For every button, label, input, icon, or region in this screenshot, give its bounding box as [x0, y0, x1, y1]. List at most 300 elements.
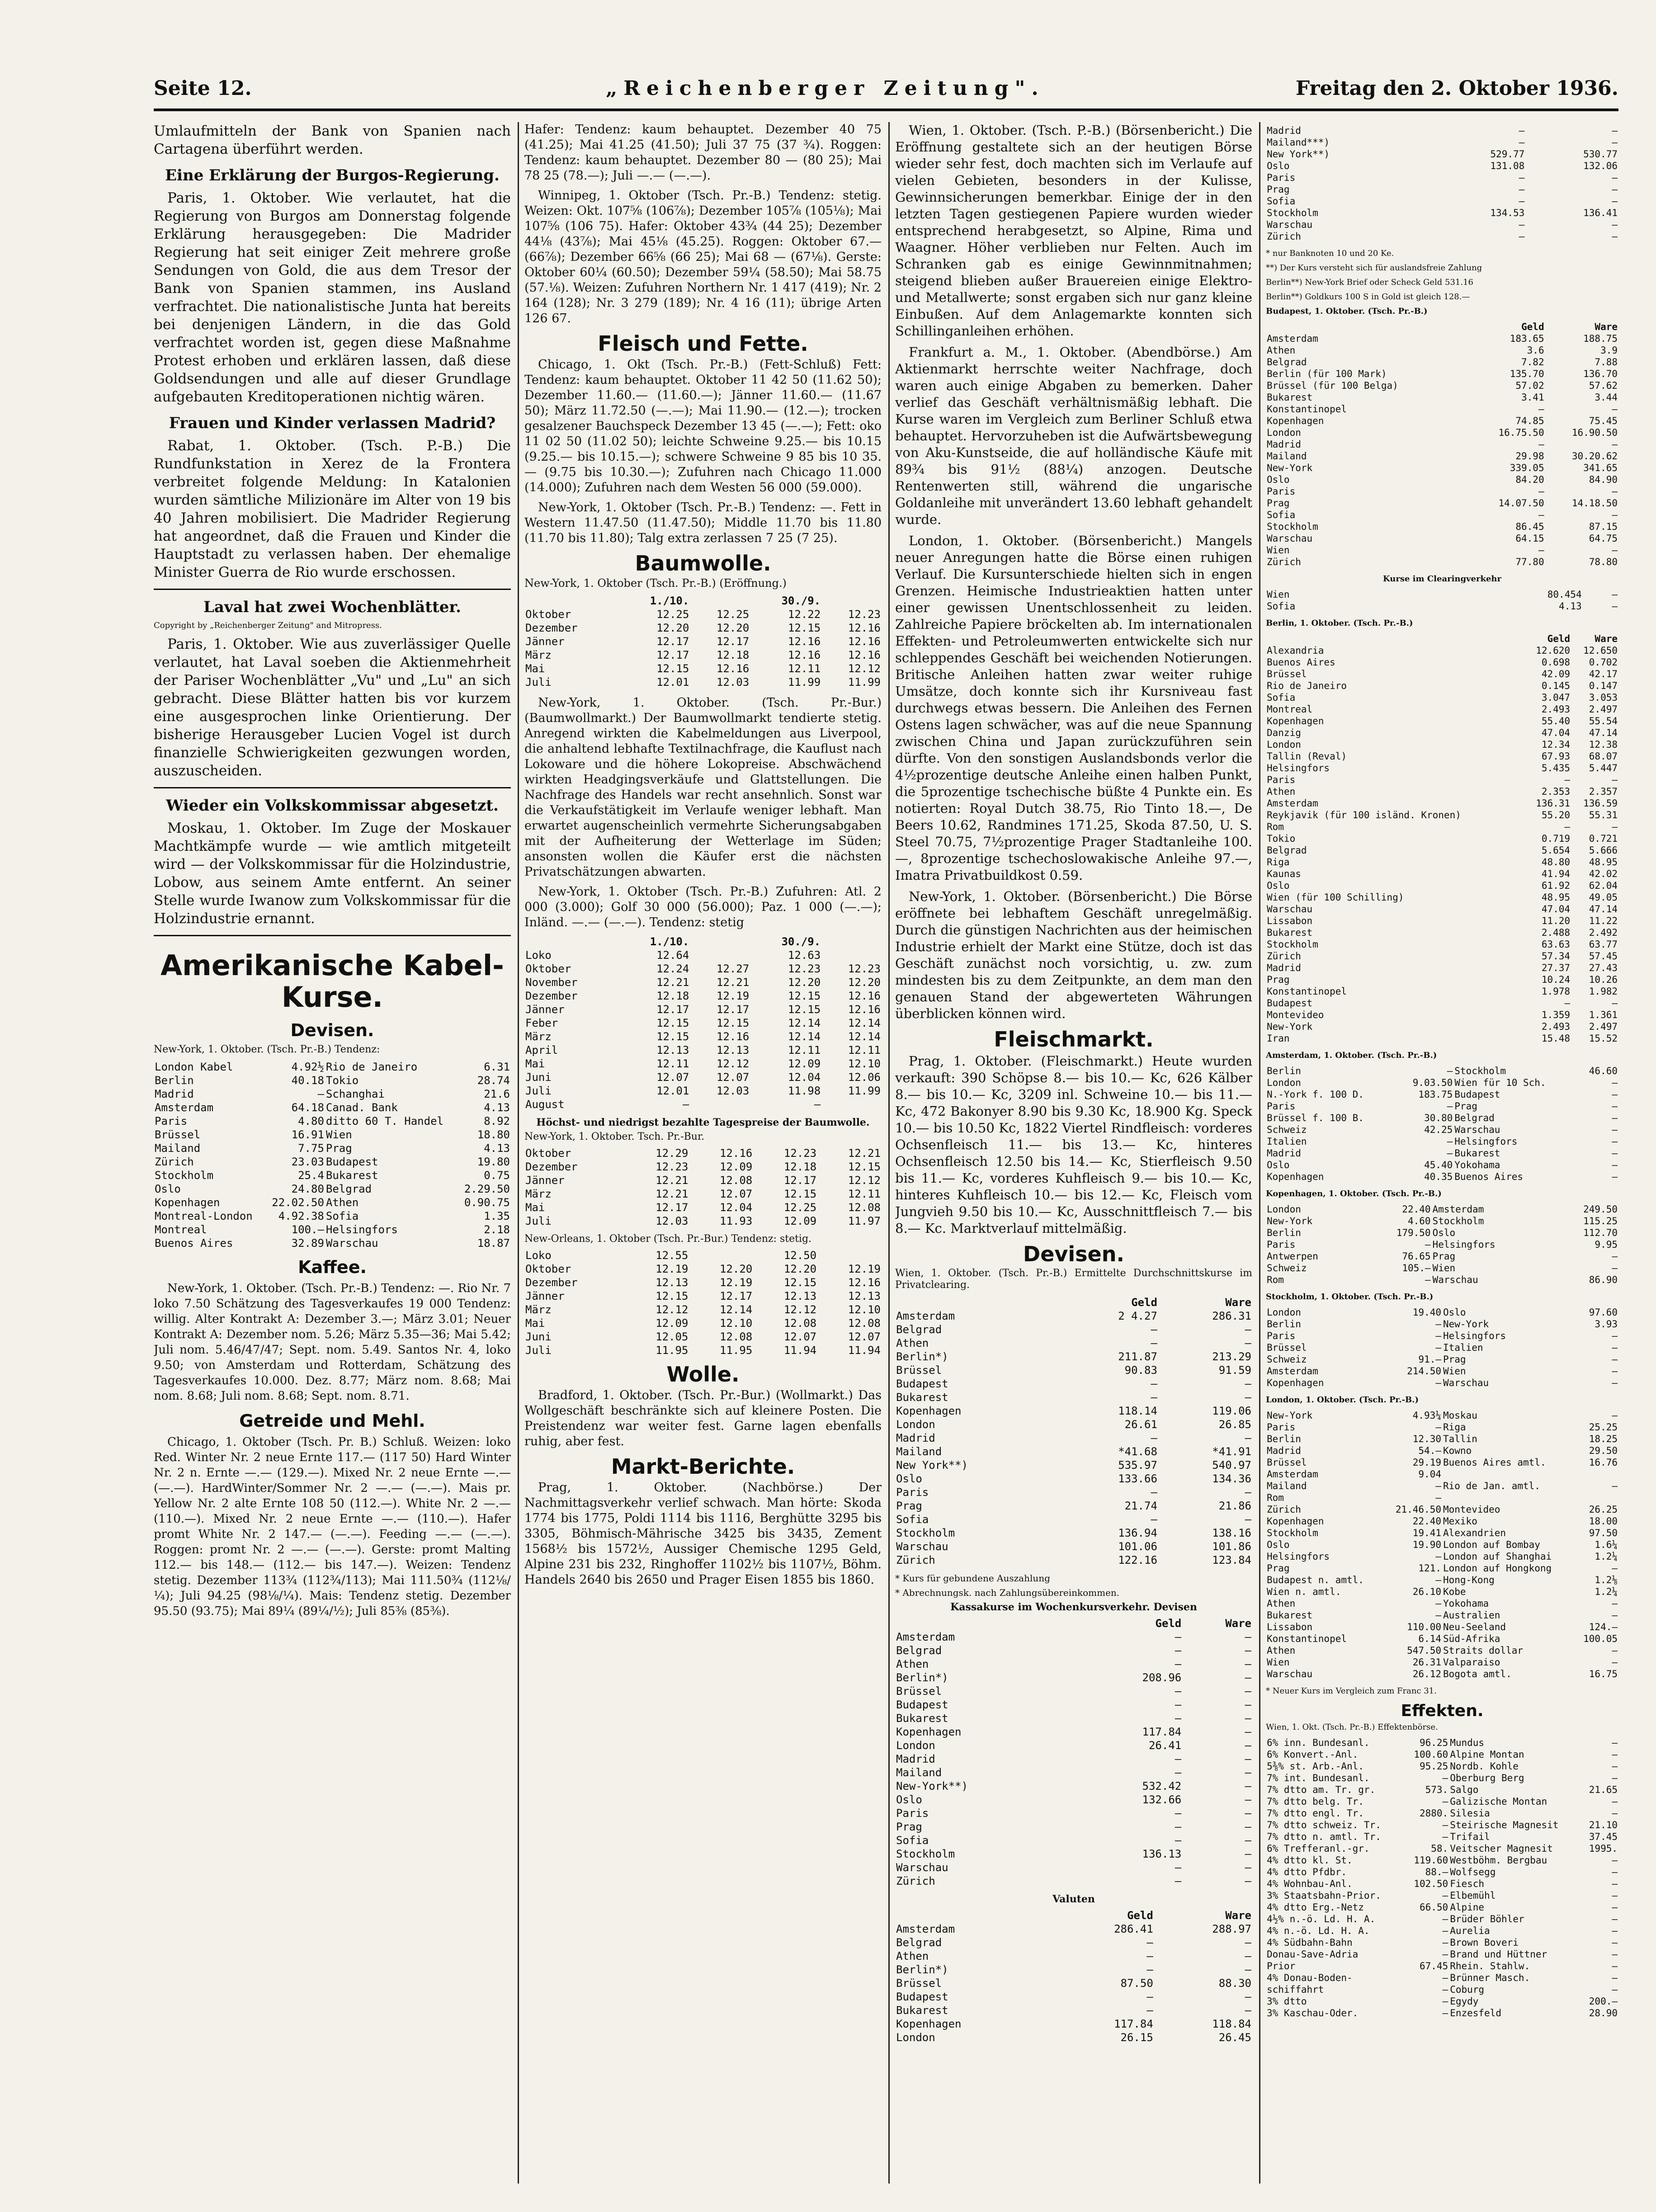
- table-cell: 12.12: [716, 1057, 750, 1070]
- devisen-wien-intro: Wien, 1. Oktober. (Tsch. Pr.-B.) Ermittelte Durchschnittskurse im Privatclearing.: [895, 1268, 1252, 1291]
- table-cell: —: [1245, 1753, 1251, 1765]
- table-cell: 12.15: [788, 990, 821, 1002]
- table-cell: 12.11: [848, 1044, 881, 1056]
- table-cell: New-York: [1443, 1319, 1489, 1330]
- table-cell: 12.13: [656, 1276, 689, 1289]
- table-cell: Paris: [1267, 1330, 1296, 1341]
- table-cell: [690, 1098, 750, 1111]
- table-cell: Oslo: [1443, 1307, 1466, 1318]
- table-cell: 134.53: [1490, 208, 1525, 218]
- table-cell: 12.20: [719, 1263, 753, 1275]
- table-cell: Wien: [1432, 1263, 1456, 1273]
- table-cell: Zürich: [1267, 951, 1301, 962]
- table-cell: —: [1442, 1831, 1448, 1842]
- table-cell: 12.14: [848, 1030, 881, 1043]
- table-row: [895, 1922, 1252, 1936]
- table-cell: —: [1442, 2008, 1448, 2019]
- table-cell: Berlin (für 100 Mark): [1267, 368, 1387, 379]
- table-cell: —: [1175, 1685, 1182, 1698]
- table-cell: Warschau: [896, 1861, 948, 1874]
- table-row: [1266, 903, 1618, 915]
- table-cell: Elbemühl: [1450, 1890, 1496, 1901]
- table-cell: —: [1435, 1598, 1441, 1609]
- table-cell: —: [1612, 1410, 1618, 1421]
- table-cell: *41.68: [1118, 1445, 1157, 1458]
- table-cell: 27.43: [1589, 962, 1618, 973]
- table-cell: 9.04: [1418, 1469, 1441, 1480]
- table-row: [895, 1445, 1252, 1458]
- table-cell: —: [1442, 1949, 1448, 1960]
- table-cell: 12.04: [788, 1071, 821, 1084]
- table-cell: 12.01: [656, 1085, 689, 1097]
- table-cell: Jänner: [525, 1003, 565, 1016]
- table-cell: Yokohama: [1443, 1598, 1489, 1609]
- table-cell: —: [1519, 219, 1525, 230]
- table-cell: Wien n. amtl.: [1267, 1586, 1341, 1597]
- table-cell: Prag: [1267, 184, 1290, 195]
- table-header-cell: [524, 935, 618, 948]
- table-cell: —: [1519, 184, 1525, 195]
- table-header-cell: Geld: [1155, 1617, 1182, 1630]
- table-row: [1266, 844, 1618, 856]
- table-cell: 5.654: [1541, 845, 1571, 856]
- table-cell: 3.44: [1595, 392, 1618, 403]
- table-cell: —: [1245, 1936, 1251, 1949]
- table-row: [1266, 1737, 1618, 1749]
- table-cell: 21.10: [1589, 1820, 1618, 1830]
- table-row: [1266, 1203, 1618, 1215]
- table-row: [1266, 1831, 1618, 1843]
- table-row: [1266, 1539, 1618, 1551]
- table-row: [1266, 1749, 1618, 1760]
- article-kaffee: New-York, 1. Oktober. (Tsch. Pr.-B.) Tendenz: —. Rio Nr. 7 loko 7.50 Schätzung des Tagesverkaufes 19 000 Tendenz: willig. Alter Kontrakt A: Dezember 3.—; März 3.01; Neuer Kontrakt A: Dezember nom. 5.26; März 5.35—36; Mai 5.42; Juli nom. 5.46/47/47; Sept. nom. 5.49. Santos Nr. 4, loko 9.50; von Amsterdam und Rotterdam, Schätzung des Tagesverkaufes 10.000. Dez. 8.77; März nom. 8.68; Mai nom. 8.68; Juli nom. 8.68; Sept. nom. 8.71.: [154, 1282, 511, 1403]
- table-row: [1266, 692, 1618, 703]
- table-cell: Athen: [1267, 345, 1296, 356]
- table-cell: 12.16: [848, 635, 881, 648]
- table-row: [1266, 856, 1618, 868]
- table-cell: 12.64: [656, 949, 689, 962]
- article-winnipeg: Winnipeg, 1. Oktober (Tsch. Pr.-B.) Tendenz: stetig. Weizen: Okt. 107⅝ (106⅞); Dezember 105⅞ (105⅛); Mai 107⅝ (106 75). Hafer: Oktober 43¾ (44 25); Dezember 44⅛ (43⅞); Mai 45⅛ (45.25). Roggen: Oktober 67.— (66⅞); Dezember 66⅝ (66 25); Mai 68 — (67⅛). Gerste: Oktober 60¼ (60.50); Dezember 59¼ (58.50); Mai 58.75 (57.⅛). Weizen: Zufuhren Northern Nr. 1 417 (419); Nr. 2 164 (128); Nr. 3 279 (189); Nr. 4 16 (11); übrige Arten 126 67.: [524, 189, 882, 325]
- table-cell: Warschau: [1267, 904, 1313, 915]
- table-cell: 12.11: [848, 1188, 881, 1200]
- table-cell: 48.95: [1589, 857, 1618, 868]
- table-cell: Rom: [1267, 1274, 1284, 1285]
- table-row: [895, 1963, 1252, 1976]
- table-cell: —: [1442, 1937, 1448, 1948]
- table-cell: 15.52: [1589, 1033, 1618, 1044]
- article-fleischmarkt: Prag, 1. Oktober. (Fleischmarkt.) Heute wurden verkauft: 390 Schöpse 8.— bis 10.— Kc, 626 Kälber 8.— bis 10.— Kc, 3209 inl. Schweine 10.— bis 11.— Kc, 472 Bakonyer 8.90 bis 9.30 Kc, 18.900 Kg. Speck 10.— bis 10.50 Kc, 1822 Viertel Rindfleisch: vorderes Ochsenfleisch 11.— bis 13.— Kc, hinteres Ochsenfleisch 12.50 bis 14.— Kc, Stierfleisch 9.50 bis 11.— Kc, vorderes Kuhfleisch 9.— bis 10.— Kc, hinteres Kuhfleisch 10.— bis 12.— Kc, Fleisch vom Jungvieh 9.50 bis 10.— Kc, Ausschnittfleisch 7.— bis 8.— Kc. Marktverlauf mittelmäßig.: [895, 1053, 1252, 1236]
- table-cell: —: [1612, 1330, 1618, 1341]
- table-cell: 1995.: [1589, 1843, 1618, 1854]
- table-cell: Kaunas: [1267, 868, 1301, 879]
- table-cell: November: [525, 976, 578, 989]
- table-row: [1266, 533, 1618, 544]
- table-cell: 12.63: [788, 949, 821, 962]
- table-cell: —: [1175, 1658, 1182, 1670]
- table-cell: 179.50: [1396, 1227, 1431, 1238]
- table-cell: August: [525, 1098, 565, 1111]
- table-cell: Hong-Kong: [1443, 1575, 1495, 1585]
- column-4: [1266, 122, 1618, 2184]
- table-header-cell: 30./9.: [781, 594, 821, 607]
- table-cell: 25.25: [1589, 1422, 1618, 1433]
- newspaper-page: [154, 72, 1618, 2188]
- table-cell: Zürich: [896, 1554, 935, 1566]
- hoechst-title: Höchst- und niedrigst bezahlte Tagespreise der Baumwolle.: [536, 1117, 870, 1128]
- headline-marktberichte: Markt-Berichte.: [611, 1454, 795, 1479]
- table-row: [154, 1236, 511, 1250]
- table-cell: 1.982: [1589, 986, 1618, 997]
- table-header-cell: Ware: [1225, 1909, 1251, 1922]
- table-cell: —: [1146, 1963, 1153, 1976]
- table-cell: Sofia: [896, 1513, 929, 1526]
- table-cell: 12.13: [783, 1290, 817, 1302]
- table-cell: 2880.: [1419, 1808, 1448, 1819]
- table-row: [1266, 1215, 1618, 1227]
- table-cell: 117.84: [1142, 1726, 1182, 1738]
- table-cell: 12.23: [848, 962, 881, 975]
- table-cell: 12.16: [848, 622, 881, 634]
- table-cell: 100.60: [1414, 1749, 1448, 1760]
- table-cell: Wien: [1443, 1366, 1466, 1377]
- table-row: [1266, 939, 1618, 950]
- table-cell: 12.12: [848, 1174, 881, 1187]
- table-cell: Berlin: [1267, 1319, 1301, 1330]
- table-cell: 12.23: [848, 608, 881, 621]
- table-cell: Montreal-London: [155, 1210, 253, 1222]
- table-cell: 30.80: [1424, 1113, 1453, 1123]
- table-row: [1266, 403, 1618, 415]
- table-cell: 4.60: [1407, 1216, 1431, 1226]
- table-cell: —: [1245, 1685, 1251, 1698]
- table-cell: Madrid: [1267, 962, 1301, 973]
- table-cell: 12.21: [656, 976, 689, 989]
- table-row: [1266, 1890, 1618, 1901]
- table-header-cell: Geld: [1127, 1909, 1153, 1922]
- table-row: [1266, 1112, 1618, 1124]
- table-cell: 47.04: [1541, 904, 1571, 915]
- table-cell: —: [1245, 1739, 1251, 1752]
- table-cell: 136.13: [1142, 1848, 1182, 1860]
- table-row: [1266, 589, 1618, 600]
- table-cell: 25.4: [298, 1169, 324, 1182]
- table-cell: Madrid: [896, 1753, 935, 1765]
- table-cell: Brüder Böhler: [1450, 1914, 1524, 1924]
- table-row: [1266, 1136, 1618, 1147]
- table-cell: —: [1612, 1855, 1618, 1866]
- table-cell: Buenos Aires: [155, 1237, 233, 1250]
- headline-devisen-ny: Devisen.: [290, 1020, 374, 1040]
- table-cell: 47.14: [1589, 727, 1618, 738]
- table-cell: —: [1245, 1658, 1251, 1670]
- article-marktberichte: Prag, 1. Oktober. (Nachbörse.) Der Nachmittagsverkehr verlief schwach. Man hörte: Skoda 1774 bis 1775, Poldi 1114 bis 1116, Berghütte 3295 bis 3305, Böhmisch-Mährische 3425 bis 3435, Zement 1568½ bis 1572½, Aussiger Chemische 1295 Geld, Alpine 231 bis 232, Ringhoffer 1102½ bis 1107½, Böhm. Handels 2640 bis 2650 und Prager Eisen 1855 bis 1860.: [524, 1481, 882, 1587]
- table-cell: Berlin: [1267, 1434, 1301, 1444]
- table-row: [895, 1630, 1252, 1644]
- table-cell: 2.492: [1589, 927, 1618, 938]
- separator: [154, 935, 511, 936]
- table-cell: —: [1245, 1950, 1251, 1962]
- table-cell: —: [1151, 1486, 1157, 1499]
- headline-laval: Laval hat zwei Wochenblätter.: [203, 598, 461, 616]
- table-cell: —: [1612, 1937, 1618, 1948]
- table-cell: Amsterdam: [1267, 1469, 1318, 1480]
- table-header-cell: Ware: [1595, 633, 1618, 644]
- table-row: [895, 2017, 1252, 2031]
- table-cell: Feber: [525, 1017, 558, 1029]
- table-cell: 339.05: [1510, 462, 1544, 473]
- table-cell: 57.34: [1541, 951, 1571, 962]
- table-row: [154, 1101, 511, 1114]
- table-cell: Prag: [1267, 1563, 1290, 1574]
- table-cell: 12.15: [656, 1017, 689, 1029]
- table-cell: 131.08: [1490, 160, 1525, 171]
- table-cell: 91.59: [1218, 1364, 1251, 1377]
- table-cell: —: [1612, 125, 1618, 136]
- table-cell: New-York: [1267, 1410, 1313, 1421]
- table-row: [1266, 137, 1618, 148]
- table-cell: 12.27: [716, 962, 750, 975]
- table-row: [1266, 474, 1618, 486]
- table-cell: Valparaiso: [1443, 1657, 1500, 1668]
- budapest-title: Budapest, 1. Oktober. (Tsch. Pr.-B.): [1266, 307, 1428, 316]
- table-cell: 12.25: [656, 608, 689, 621]
- table-cell: —: [1612, 1737, 1618, 1748]
- table-cell: Stockholm: [1432, 1216, 1484, 1226]
- table-cell: 12.15: [783, 1188, 817, 1200]
- table-cell: Mai: [525, 1057, 545, 1070]
- table-cell: —: [1612, 1113, 1618, 1123]
- table-cell: —: [1612, 1984, 1618, 1995]
- table-cell: Amsterdam: [1267, 798, 1318, 809]
- table-header-row: [524, 594, 882, 608]
- table-cell: 7% dtto am. Tr. gr.: [1267, 1784, 1376, 1795]
- table-cell: London: [896, 1418, 935, 1431]
- table-row: [154, 1169, 511, 1182]
- table-cell: Juli: [525, 676, 552, 689]
- table-cell: Paris: [896, 1486, 929, 1499]
- table-row: [1266, 195, 1618, 207]
- table-cell: —: [1175, 1821, 1182, 1833]
- table-cell: 117.84: [1114, 2018, 1153, 2030]
- article-fleisch-chicago: Chicago, 1. Okt (Tsch. Pr.-B.) (Fett-Schluß) Fett: Tendenz: kaum behauptet. Oktober 11 42 50 (11.62 50); Dezember 11.60.— (11.60.—); Jänner 11.60.— (11.67 50); März 11.72.50 (—.—); Mai 11.90.— (12.—); trocken gesalzener Bauchspeck Dezember 13 45 (—.—); Fett: oko 11 02 50 (11.02 50); leichte Schweine 9.25.— bis 10.15 (9.25.— bis 10.15.—); schwere Schweine 9 85 bis 10 35.— (9.75 bis 10.30.—); Zufuhren nach Chicago 11.000 (14.000); Zufuhren nach dem Westen 56 000 (59.000).: [524, 358, 882, 495]
- table-cell: Wien (für 100 Schilling): [1267, 892, 1404, 903]
- table-cell: 48.95: [1541, 892, 1571, 903]
- table-cell: *41.91: [1212, 1445, 1251, 1458]
- table-cell: New-York: [1267, 1216, 1313, 1226]
- table-cell: Mai: [525, 1317, 545, 1330]
- table-cell: 14.18.50: [1571, 498, 1618, 509]
- table-cell: Amsterdam: [1267, 333, 1318, 344]
- table-cell: —: [1442, 1796, 1448, 1807]
- table-row: [895, 1847, 1252, 1861]
- stockholm-table: [1266, 1306, 1618, 1389]
- table-cell: 1.359: [1541, 1009, 1571, 1020]
- devisen-intro: New-York, 1. Oktober. (Tsch. Pr.-B.) Tendenz:: [154, 1044, 380, 1055]
- table-row: [1266, 668, 1618, 680]
- table-cell: Brüssel: [155, 1128, 201, 1141]
- table-cell: Berlin: [155, 1074, 194, 1087]
- table-cell: Brünner Masch.: [1450, 1972, 1530, 1983]
- column-divider: [1259, 122, 1260, 2184]
- table-cell: —: [1538, 509, 1544, 520]
- table-cell: 12.01: [656, 676, 689, 689]
- table-cell: Wien: [1267, 545, 1290, 556]
- table-cell: Budapest: [326, 1156, 378, 1168]
- table-cell: Zürich: [1267, 557, 1301, 567]
- table-cell: 18.25: [1589, 1434, 1618, 1444]
- table-cell: —: [1245, 1337, 1251, 1349]
- table-cell: —: [1612, 1961, 1618, 1971]
- table-cell: —: [1612, 1949, 1618, 1960]
- table-cell: Berlin: [1267, 1227, 1301, 1238]
- table-row: [1266, 1445, 1618, 1457]
- table-cell: Italien: [1267, 1136, 1307, 1147]
- table-row: [1266, 1913, 1618, 1925]
- table-cell: Iran: [1267, 1033, 1290, 1044]
- table-cell: London: [1267, 739, 1301, 750]
- table-cell: 183.65: [1510, 333, 1544, 344]
- table-cell: Prag: [1432, 1251, 1456, 1262]
- table-cell: Lissabon: [1267, 1622, 1313, 1632]
- table-cell: 532.42: [1142, 1780, 1182, 1792]
- table-cell: 138.16: [1212, 1527, 1251, 1539]
- table-cell: Mailand: [896, 1445, 942, 1458]
- table-cell: —: [1175, 1875, 1182, 1887]
- table-row: [1266, 1100, 1618, 1112]
- table-cell: 58.: [1431, 1843, 1448, 1854]
- table-cell: 12.17: [656, 1003, 689, 1016]
- table-cell: 12.34: [1541, 739, 1571, 750]
- table-cell: 12.08: [719, 1174, 753, 1187]
- table-row: [154, 1182, 511, 1196]
- table-row: [1266, 1033, 1618, 1044]
- table-row: [1266, 2007, 1618, 2019]
- table-cell: 3.93: [1595, 1319, 1618, 1330]
- copyright-note: Copyright by „Reichenberger Zeitung" and Mitropress.: [154, 621, 382, 630]
- table-cell: 4% Wohnbau-Anl.: [1267, 1878, 1353, 1889]
- table-cell: 1.361: [1589, 1009, 1618, 1020]
- table-cell: 26.85: [1218, 1418, 1251, 1431]
- table-cell: —: [1612, 1761, 1618, 1772]
- table-cell: 2.18: [484, 1223, 510, 1236]
- table-cell: 12.20: [783, 1263, 817, 1275]
- table-cell: —: [1612, 439, 1618, 450]
- table-cell: 2.353: [1541, 786, 1571, 797]
- headline-kaffee: Kaffee.: [298, 1257, 367, 1277]
- table-cell: 121.: [1418, 1563, 1441, 1574]
- footnote: **) Der Kurs versteht sich für auslandsfreie Zahlung: [1266, 263, 1482, 273]
- table-cell: 63.63: [1541, 939, 1571, 950]
- table-cell: 84.90: [1589, 474, 1618, 485]
- table-row: [1266, 997, 1618, 1009]
- table-cell: 6% Trefferanl.-gr.: [1267, 1843, 1370, 1854]
- table-row: [1266, 1342, 1618, 1354]
- table-cell: —: [814, 1098, 821, 1111]
- table-cell: 12.13: [848, 1290, 881, 1302]
- table-cell: Australien: [1443, 1610, 1500, 1621]
- table-row: [895, 1458, 1252, 1472]
- table-row: [1266, 391, 1618, 403]
- table-cell: 2.493: [1541, 704, 1571, 715]
- table-cell: 12.08: [719, 1330, 753, 1343]
- table-row: [1266, 125, 1618, 137]
- table-row: [1266, 1772, 1618, 1784]
- table-cell: 12.20: [716, 622, 750, 634]
- table-row: [1266, 333, 1618, 344]
- table-cell: Aurelia: [1450, 1925, 1490, 1936]
- table-cell: Bogota amtl.: [1443, 1669, 1512, 1679]
- hoechst-intro: New-York, 1. Oktober. Tsch. Pr.-Bur.: [524, 1131, 705, 1142]
- issue-date: Freitag den 2. Oktober 1936.: [1295, 77, 1618, 100]
- table-cell: —: [1519, 125, 1525, 136]
- table-cell: —: [1564, 774, 1571, 785]
- article-laval: Paris, 1. Oktober. Wie aus zuverlässiger Quelle verlautet, hat Laval soeben die Aktienmehrheit der Pariser Wochenblätter „Vu" und „Lu" an sich gebracht. Diese Blätter hatten bis vor kurzem eine ausgesprochen linke Orientierung. Der bisherige Herausgeber Lucien Vogel ist durch finanzielle Schwierigkeiten gezwungen worden, auszuscheiden.: [154, 636, 511, 779]
- table-cell: 132.66: [1142, 1793, 1182, 1806]
- table-cell: Prag: [896, 1500, 922, 1512]
- table-row: [1266, 786, 1618, 797]
- table-cell: 21.6: [484, 1088, 510, 1100]
- table-cell: Oktober: [525, 962, 571, 975]
- table-row: [895, 1377, 1252, 1391]
- table-row: [1266, 1551, 1618, 1562]
- table-cell: 12.12: [656, 1303, 689, 1316]
- table-cell: 4.13: [484, 1142, 510, 1155]
- table-cell: Kopenhagen: [155, 1196, 220, 1209]
- table-cell: Rom: [1267, 1492, 1284, 1503]
- table-row: [1266, 1171, 1618, 1183]
- table-cell: —: [1146, 2004, 1153, 2017]
- table-row: [895, 1874, 1252, 1888]
- table-cell: Belgrad: [896, 1936, 942, 1949]
- headline-fleisch-fette: Fleisch und Fette.: [598, 331, 808, 356]
- table-cell: Juli: [525, 1344, 552, 1357]
- table-cell: 123.84: [1212, 1554, 1251, 1566]
- table-cell: Brüssel: [1267, 669, 1307, 679]
- table-cell: Montreal: [155, 1223, 207, 1236]
- headline-baumwolle: Baumwolle.: [635, 551, 771, 575]
- wechsel-table: [895, 1617, 1252, 1888]
- table-cell: Rio de Jan. amtl.: [1443, 1481, 1540, 1491]
- table-row: [524, 1316, 882, 1330]
- table-cell: Athen: [326, 1196, 359, 1209]
- table-cell: Brand und Hüttner: [1450, 1949, 1547, 1960]
- table-cell: 1.2¼: [1595, 1551, 1618, 1562]
- table-row: [1266, 450, 1618, 462]
- table-cell: 57.45: [1589, 951, 1618, 962]
- effekten-intro: Wien, 1. Okt. (Tsch. Pr.-B.) Effektenbörse.: [1266, 1722, 1438, 1732]
- table-cell: 91.—: [1418, 1354, 1441, 1365]
- table-header-row: [1266, 321, 1618, 333]
- table-row: [524, 635, 882, 648]
- table-cell: 10.24: [1541, 974, 1571, 985]
- table-row: [895, 1806, 1252, 1820]
- table-row: [895, 1323, 1252, 1336]
- table-cell: —: [1442, 1914, 1448, 1924]
- table-cell: 96.25: [1419, 1737, 1448, 1748]
- table-cell: Athen: [1267, 1598, 1296, 1609]
- table-cell: [821, 1098, 882, 1111]
- table-cell: 11.98: [788, 1085, 821, 1097]
- table-cell: Paris: [1267, 1422, 1296, 1433]
- article-moskau: Moskau, 1. Oktober. Im Zuge der Moskauer Machtkämpfe wurde — wie amtlich mitgeteilt wird — der Volkskommissar für die Holzindustrie, Lobow, aus seinem Amte entfernt. An seiner Stelle wurde Iwanow zum Volkskommissar für die Holzindustrie ernannt.: [154, 820, 511, 927]
- table-cell: [1442, 1492, 1575, 1504]
- table-cell: 4% dtto Pfdbr.: [1267, 1867, 1347, 1877]
- table-cell: —: [1435, 1319, 1441, 1330]
- table-row: [1266, 1009, 1618, 1021]
- table-cell: März: [525, 649, 552, 661]
- table-cell: 0.698: [1541, 657, 1571, 668]
- table-cell: Berlin*): [896, 1350, 948, 1363]
